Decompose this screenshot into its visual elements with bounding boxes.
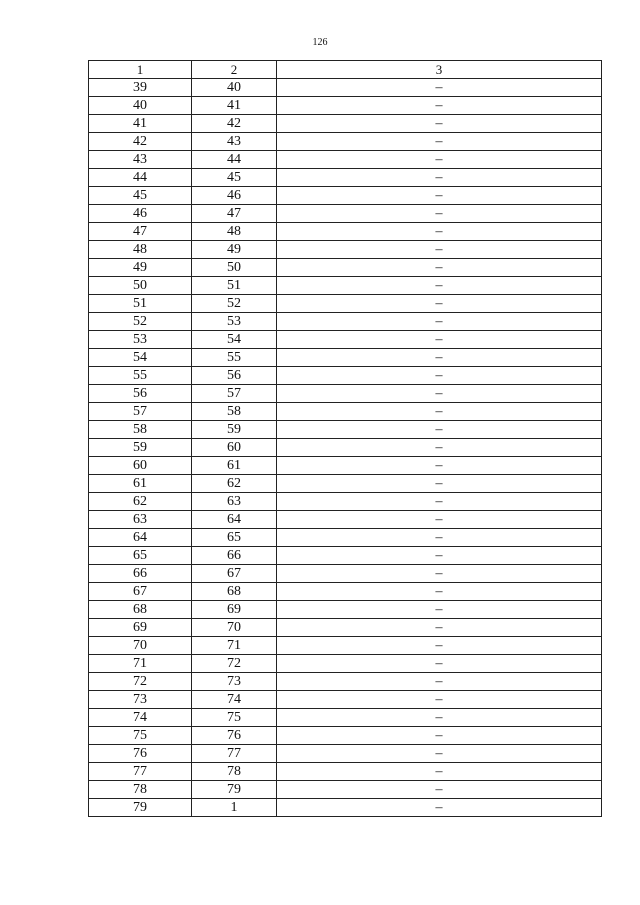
table-cell-col-2: 40 bbox=[192, 79, 277, 97]
table-cell-col-3: – bbox=[277, 619, 602, 637]
table-cell-col-3: – bbox=[277, 385, 602, 403]
table-row bbox=[89, 97, 602, 115]
table-cell-col-2: 51 bbox=[192, 277, 277, 295]
table-row bbox=[89, 295, 602, 313]
page-number: 126 bbox=[312, 37, 328, 48]
table-cell-col-2: 70 bbox=[192, 619, 277, 637]
table-cell-col-2: 78 bbox=[192, 763, 277, 781]
table-cell-col-2: 74 bbox=[192, 691, 277, 709]
table-cell-col-2: 53 bbox=[192, 313, 277, 331]
table-cell-col-2: 56 bbox=[192, 367, 277, 385]
table-cell-col-1: 46 bbox=[89, 205, 192, 223]
table-cell-col-3: – bbox=[277, 583, 602, 601]
table-row bbox=[89, 673, 602, 691]
table-cell-col-3: – bbox=[277, 421, 602, 439]
data-table bbox=[88, 60, 602, 817]
table-cell-col-2: 1 bbox=[192, 799, 277, 817]
table-cell-col-1: 54 bbox=[89, 349, 192, 367]
table-row bbox=[89, 79, 602, 97]
table-cell-col-2: 79 bbox=[192, 781, 277, 799]
table-cell-col-3: – bbox=[277, 115, 602, 133]
table-cell-col-1: 56 bbox=[89, 385, 192, 403]
table-cell-col-1: 58 bbox=[89, 421, 192, 439]
table-cell-col-1: 48 bbox=[89, 241, 192, 259]
table-cell-col-1: 67 bbox=[89, 583, 192, 601]
table-cell-col-2: 41 bbox=[192, 97, 277, 115]
table-cell-col-3: – bbox=[277, 655, 602, 673]
table-cell-col-1: 70 bbox=[89, 637, 192, 655]
table-row bbox=[89, 313, 602, 331]
table-cell-col-1: 63 bbox=[89, 511, 192, 529]
table-row bbox=[89, 583, 602, 601]
table-cell-col-3: – bbox=[277, 187, 602, 205]
table-cell-col-3: – bbox=[277, 331, 602, 349]
table-cell-col-3: – bbox=[277, 241, 602, 259]
table-cell-col-3: – bbox=[277, 709, 602, 727]
table-cell-col-2: 64 bbox=[192, 511, 277, 529]
table-cell-col-1: 64 bbox=[89, 529, 192, 547]
table-cell-col-2: 58 bbox=[192, 403, 277, 421]
table-cell-col-2: 72 bbox=[192, 655, 277, 673]
table-body bbox=[89, 79, 602, 817]
table-cell-col-3: – bbox=[277, 97, 602, 115]
table-cell-col-2: 66 bbox=[192, 547, 277, 565]
table-cell-col-1: 79 bbox=[89, 799, 192, 817]
table-cell-col-1: 66 bbox=[89, 565, 192, 583]
table-cell-col-3: – bbox=[277, 205, 602, 223]
table-row bbox=[89, 439, 602, 457]
table-cell-col-2: 62 bbox=[192, 475, 277, 493]
table-row bbox=[89, 511, 602, 529]
table-row bbox=[89, 637, 602, 655]
table-cell-col-1: 60 bbox=[89, 457, 192, 475]
table-cell-col-1: 47 bbox=[89, 223, 192, 241]
table-row bbox=[89, 277, 602, 295]
table-cell-col-3: – bbox=[277, 277, 602, 295]
table-cell-col-1: 45 bbox=[89, 187, 192, 205]
table-row bbox=[89, 205, 602, 223]
table-cell-col-1: 39 bbox=[89, 79, 192, 97]
table-cell-col-2: 46 bbox=[192, 187, 277, 205]
table-cell-col-2: 59 bbox=[192, 421, 277, 439]
table-row bbox=[89, 547, 602, 565]
table-cell-col-2: 73 bbox=[192, 673, 277, 691]
table-cell-col-3: – bbox=[277, 493, 602, 511]
table-row bbox=[89, 619, 602, 637]
table-row bbox=[89, 799, 602, 817]
table-cell-col-3: – bbox=[277, 799, 602, 817]
table-cell-col-1: 78 bbox=[89, 781, 192, 799]
table-cell-col-1: 53 bbox=[89, 331, 192, 349]
table-cell-col-2: 52 bbox=[192, 295, 277, 313]
table-cell-col-3: – bbox=[277, 565, 602, 583]
table-cell-col-2: 42 bbox=[192, 115, 277, 133]
table-cell-col-3: – bbox=[277, 781, 602, 799]
table-row bbox=[89, 151, 602, 169]
table-row bbox=[89, 421, 602, 439]
table-cell-col-1: 50 bbox=[89, 277, 192, 295]
table-cell-col-3: – bbox=[277, 133, 602, 151]
table-row bbox=[89, 655, 602, 673]
table-cell-col-2: 61 bbox=[192, 457, 277, 475]
table-row bbox=[89, 367, 602, 385]
table-cell-col-2: 47 bbox=[192, 205, 277, 223]
table-cell-col-1: 40 bbox=[89, 97, 192, 115]
table-cell-col-1: 72 bbox=[89, 673, 192, 691]
table-row bbox=[89, 403, 602, 421]
table-cell-col-2: 44 bbox=[192, 151, 277, 169]
table-row bbox=[89, 349, 602, 367]
table-cell-col-1: 71 bbox=[89, 655, 192, 673]
table-cell-col-3: – bbox=[277, 295, 602, 313]
table-cell-col-1: 43 bbox=[89, 151, 192, 169]
table-cell-col-3: – bbox=[277, 745, 602, 763]
table-cell-col-3: – bbox=[277, 79, 602, 97]
table-cell-col-1: 62 bbox=[89, 493, 192, 511]
table-cell-col-2: 68 bbox=[192, 583, 277, 601]
table-row bbox=[89, 331, 602, 349]
table-cell-col-1: 76 bbox=[89, 745, 192, 763]
table-cell-col-3: – bbox=[277, 475, 602, 493]
table-cell-col-2: 48 bbox=[192, 223, 277, 241]
table-header bbox=[89, 61, 602, 79]
table-cell-col-1: 61 bbox=[89, 475, 192, 493]
table-cell-col-2: 60 bbox=[192, 439, 277, 457]
table-cell-col-2: 67 bbox=[192, 565, 277, 583]
table-cell-col-1: 41 bbox=[89, 115, 192, 133]
table-row bbox=[89, 529, 602, 547]
table-row bbox=[89, 187, 602, 205]
table-row bbox=[89, 565, 602, 583]
table-cell-col-3: – bbox=[277, 439, 602, 457]
table-cell-col-2: 45 bbox=[192, 169, 277, 187]
table-cell-col-3: – bbox=[277, 601, 602, 619]
table-cell-col-2: 76 bbox=[192, 727, 277, 745]
table-row bbox=[89, 223, 602, 241]
table-cell-col-2: 77 bbox=[192, 745, 277, 763]
column-header-1: 1 bbox=[89, 61, 192, 79]
table-cell-col-3: – bbox=[277, 529, 602, 547]
table-cell-col-2: 65 bbox=[192, 529, 277, 547]
table-cell-col-1: 77 bbox=[89, 763, 192, 781]
table-cell-col-1: 68 bbox=[89, 601, 192, 619]
table-cell-col-1: 57 bbox=[89, 403, 192, 421]
table-header-row bbox=[89, 61, 602, 79]
table-row bbox=[89, 763, 602, 781]
table-cell-col-3: – bbox=[277, 151, 602, 169]
table-row bbox=[89, 493, 602, 511]
table-row bbox=[89, 745, 602, 763]
table-cell-col-3: – bbox=[277, 673, 602, 691]
table-row bbox=[89, 727, 602, 745]
table-row bbox=[89, 133, 602, 151]
table-row bbox=[89, 241, 602, 259]
table-cell-col-2: 71 bbox=[192, 637, 277, 655]
table-row bbox=[89, 781, 602, 799]
table-row bbox=[89, 169, 602, 187]
table-cell-col-2: 63 bbox=[192, 493, 277, 511]
table-cell-col-2: 55 bbox=[192, 349, 277, 367]
table-row bbox=[89, 601, 602, 619]
table-row bbox=[89, 691, 602, 709]
table-cell-col-2: 69 bbox=[192, 601, 277, 619]
table-cell-col-3: – bbox=[277, 457, 602, 475]
table-row bbox=[89, 475, 602, 493]
table-cell-col-3: – bbox=[277, 367, 602, 385]
table-cell-col-2: 43 bbox=[192, 133, 277, 151]
table-row bbox=[89, 457, 602, 475]
table-cell-col-1: 49 bbox=[89, 259, 192, 277]
table-row bbox=[89, 259, 602, 277]
table-cell-col-1: 55 bbox=[89, 367, 192, 385]
column-header-3: 3 bbox=[277, 61, 602, 79]
table-cell-col-3: – bbox=[277, 223, 602, 241]
column-header-2: 2 bbox=[192, 61, 277, 79]
table-row bbox=[89, 385, 602, 403]
table-row bbox=[89, 115, 602, 133]
table-cell-col-1: 69 bbox=[89, 619, 192, 637]
table-cell-col-1: 44 bbox=[89, 169, 192, 187]
table-cell-col-1: 73 bbox=[89, 691, 192, 709]
table-cell-col-1: 42 bbox=[89, 133, 192, 151]
table-cell-col-2: 57 bbox=[192, 385, 277, 403]
table-cell-col-1: 75 bbox=[89, 727, 192, 745]
table-cell-col-3: – bbox=[277, 511, 602, 529]
table-cell-col-2: 54 bbox=[192, 331, 277, 349]
table-cell-col-3: – bbox=[277, 637, 602, 655]
table-cell-col-3: – bbox=[277, 349, 602, 367]
table-cell-col-3: – bbox=[277, 403, 602, 421]
table-cell-col-2: 75 bbox=[192, 709, 277, 727]
table-cell-col-3: – bbox=[277, 763, 602, 781]
table-cell-col-3: – bbox=[277, 727, 602, 745]
table-cell-col-1: 65 bbox=[89, 547, 192, 565]
table-cell-col-3: – bbox=[277, 259, 602, 277]
table-cell-col-3: – bbox=[277, 313, 602, 331]
table-cell-col-2: 50 bbox=[192, 259, 277, 277]
table-cell-col-2: 49 bbox=[192, 241, 277, 259]
table-row bbox=[89, 709, 602, 727]
table-cell-col-1: 59 bbox=[89, 439, 192, 457]
table-cell-col-3: – bbox=[277, 169, 602, 187]
table-cell-col-3: – bbox=[277, 691, 602, 709]
table-cell-col-3: – bbox=[277, 547, 602, 565]
table-cell-col-1: 51 bbox=[89, 295, 192, 313]
table-cell-col-1: 52 bbox=[89, 313, 192, 331]
table-cell-col-1: 74 bbox=[89, 709, 192, 727]
